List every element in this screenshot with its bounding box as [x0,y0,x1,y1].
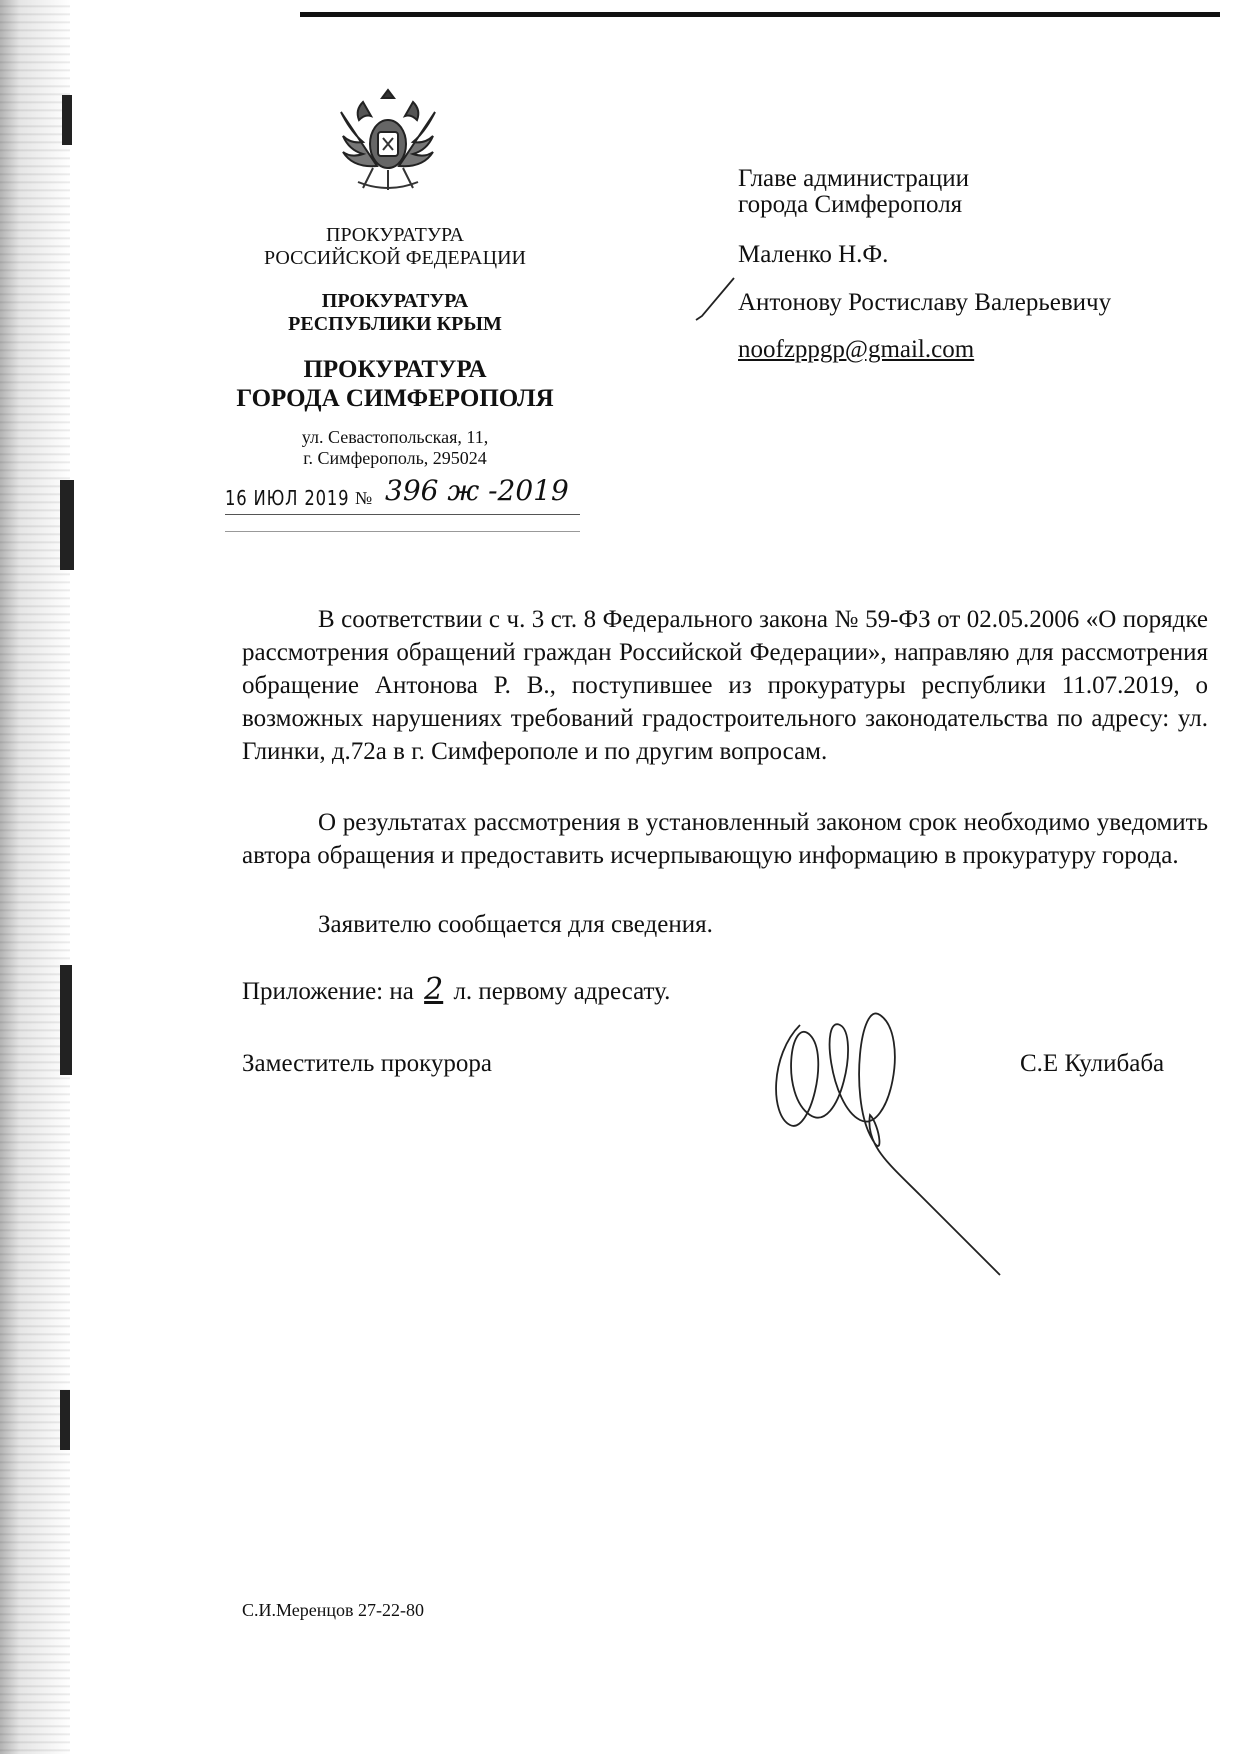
addressee-name-2: Антонову Ростиславу Валерьевичу [738,289,1112,316]
body-paragraph-2: О результатах рассмотрения в установленный законом срок необходимо уведомить автора обращения и предоставить исчерпывающую информацию в прокуратуру города. [242,809,1208,869]
org-address-line2: г. Симферополь, 295024 [303,447,487,468]
scan-artifact [60,1390,70,1450]
registration-line [225,474,585,518]
body-paragraph-1: В соответствии с ч. 3 ст. 8 Федерального закона № 59-ФЗ от 02.05.2006 «О порядке рассмотрения обращений граждан Российской Федерации», направляю для рассмотрения обращение Антонова Р. В., поступившее из прокуратуры республики 11.07.2019, о возможных нарушениях требований градостроительного законодательства по адресу: ул. Глинки, д.72а в г. Симферополе и по другим вопросам. [242,606,1208,765]
number-sign: № [355,488,373,508]
org-republic [200,290,590,336]
addressee-header [738,166,969,219]
addressee-email: noofzppgp@gmail.com [738,336,975,363]
addressee-name-1: Маленко Н.Ф. [738,241,889,268]
scan-artifact [60,480,74,570]
scan-edge-shadow [0,0,70,1754]
handwritten-signature [770,995,1030,1285]
executor-contact: С.И.Меренцов 27-22-80 [242,1600,425,1620]
org-republic-line1: ПРОКУРАТУРА [321,290,469,312]
handwritten-registration-number: 396 ж -2019 [385,474,569,507]
org-city-line1: ПРОКУРАТУРА [303,356,487,383]
org-address [200,427,590,468]
scan-top-edge [300,12,1220,17]
handwritten-tick-mark [694,276,738,324]
attachment-suffix: л. первому адресату. [453,978,671,1005]
stamp-date: 16 ИЮЛ 2019 [225,486,350,510]
divider [225,514,580,515]
signatory-role: Заместитель прокурора [242,1050,492,1077]
signatory-name: С.Е Кулибаба [1020,1050,1165,1077]
divider [225,531,580,532]
org-federal-line1: ПРОКУРАТУРА [326,224,464,246]
russian-double-headed-eagle-emblem [333,82,443,194]
org-address-line1: ул. Севастопольская, 11, [301,427,489,447]
addressee-line2: города Симферополя [738,191,963,219]
attachment-prefix: Приложение: на [242,978,414,1005]
body-paragraph-3: Заявителю сообщается для сведения. [318,911,713,938]
addressee-line1: Главе администрации [738,165,969,192]
handwritten-page-count: 2 [424,972,444,1007]
scan-artifact [62,95,72,145]
scan-artifact [60,965,72,1075]
org-city [200,356,590,414]
org-federal [200,224,590,270]
org-city-line2: ГОРОДА СИМФЕРОПОЛЯ [236,384,554,412]
attachment-line [242,972,670,1007]
org-federal-line2: РОССИЙСКОЙ ФЕДЕРАЦИИ [264,247,526,269]
org-republic-line2: РЕСПУБЛИКИ КРЫМ [288,313,502,335]
